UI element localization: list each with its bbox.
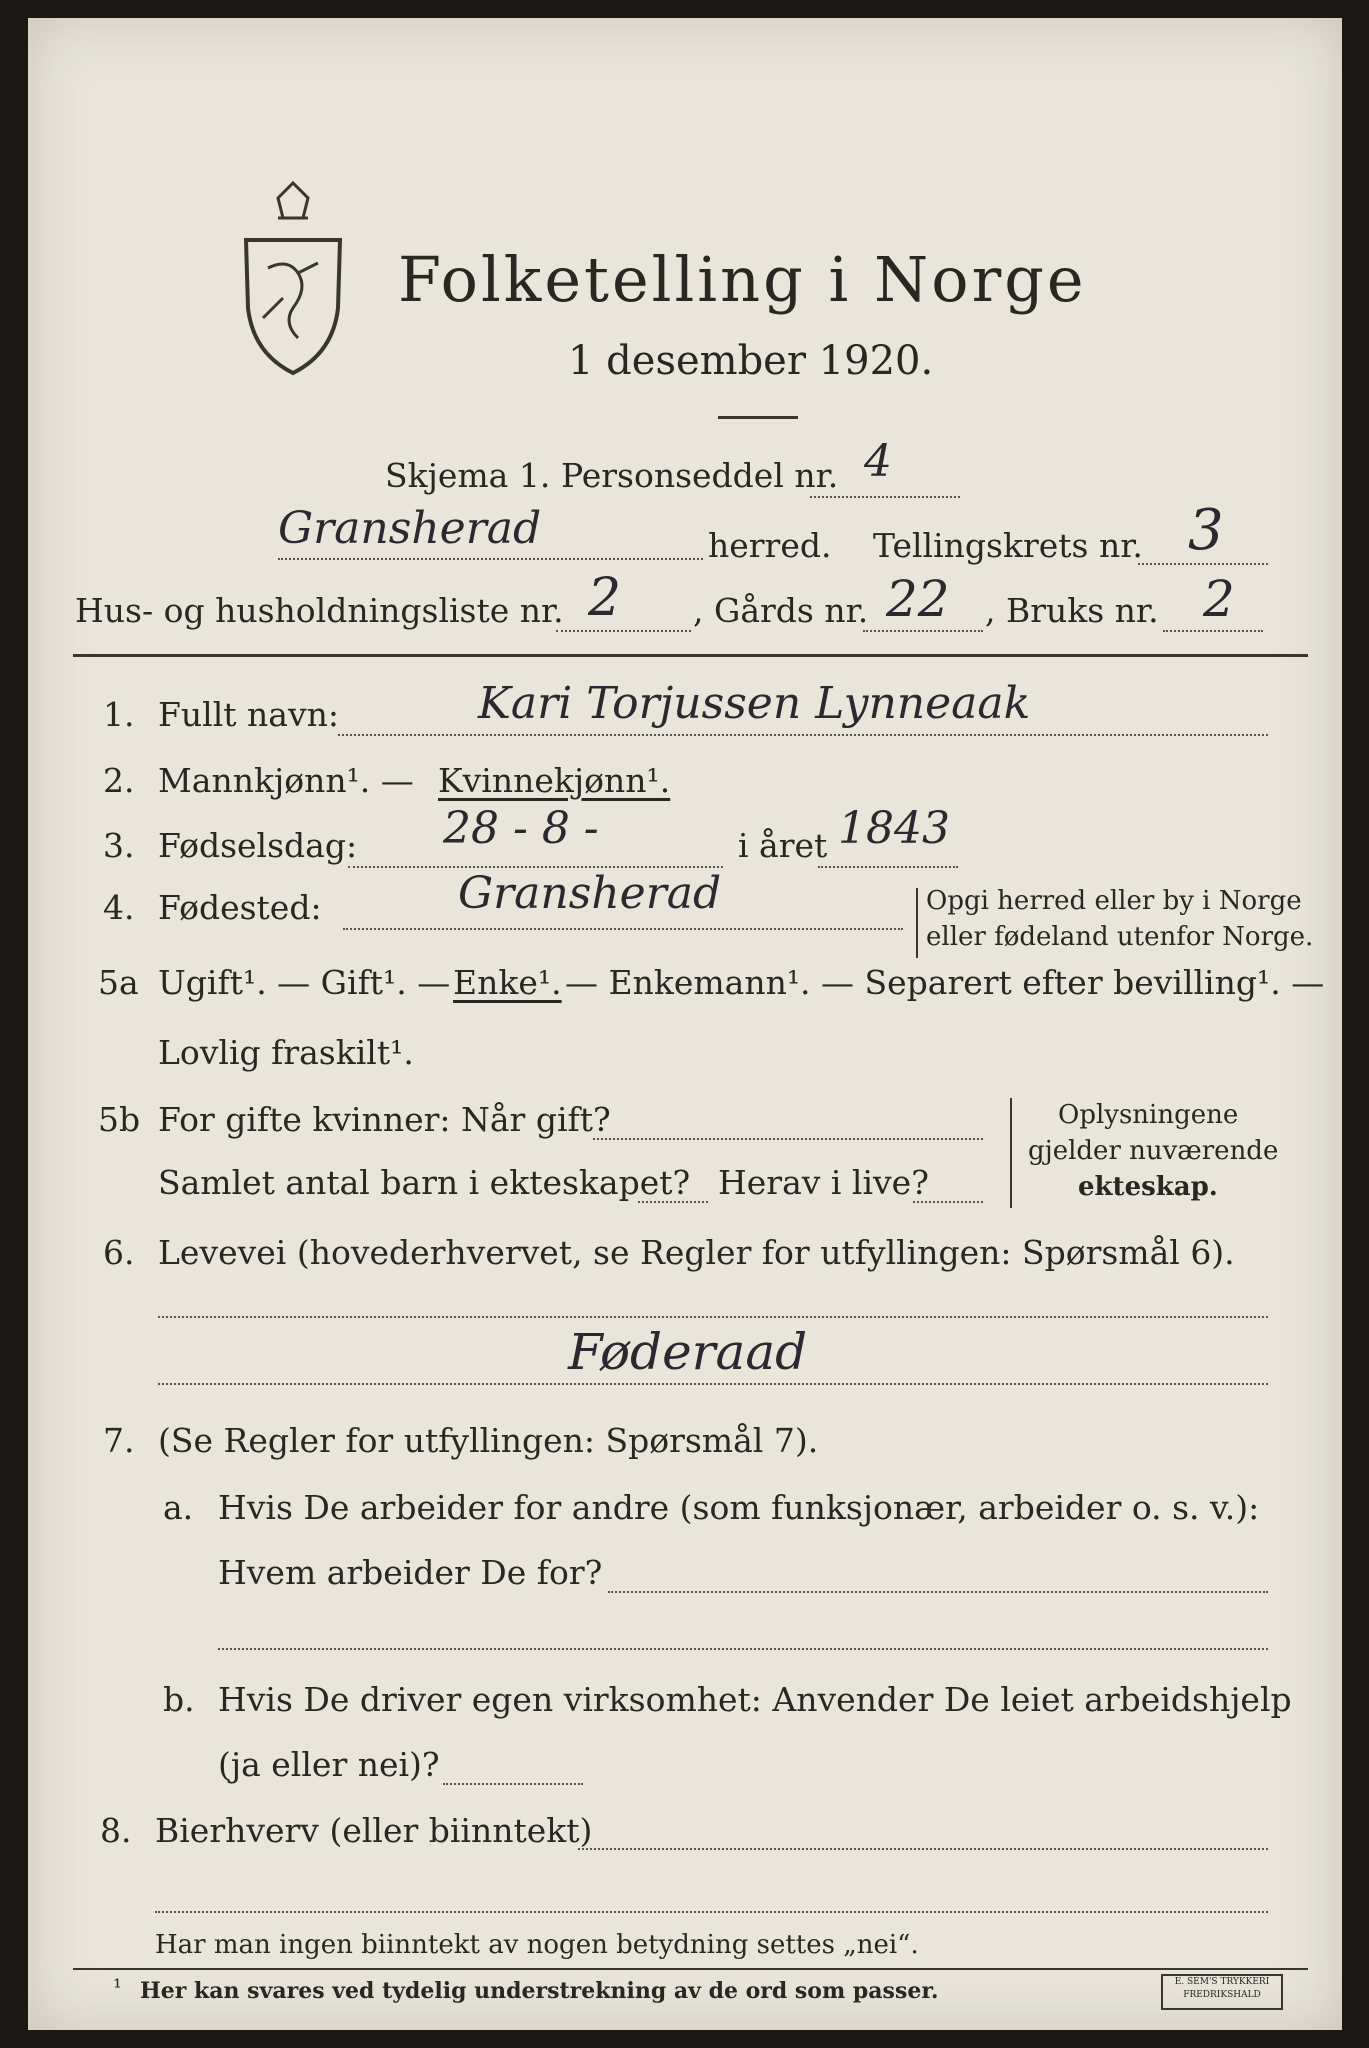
- footnote-marker: ¹: [113, 1976, 122, 2001]
- form-title: Folketelling i Norge: [398, 243, 1087, 316]
- herred-label: herred.: [708, 526, 832, 565]
- title-divider: [718, 416, 798, 419]
- q4-note-line1: Opgi herred eller by i Norge: [926, 886, 1302, 916]
- q6-number: 6.: [103, 1233, 135, 1272]
- q3-year-label: i året: [738, 826, 828, 865]
- q7a-line2[interactable]: [218, 1648, 1268, 1650]
- q5a-option-fraskilt[interactable]: Lovlig fraskilt¹.: [158, 1033, 414, 1072]
- q5b-number: 5b: [98, 1100, 141, 1139]
- bruks-label: , Bruks nr.: [985, 591, 1159, 630]
- q3-birth-year[interactable]: 1843: [838, 803, 950, 854]
- personseddel-label: Personseddel nr.: [561, 456, 839, 495]
- q4-line: [343, 928, 903, 930]
- q7-label: (Se Regler for utfyllingen: Spørsmål 7).: [158, 1421, 819, 1460]
- tellingskrets-label: Tellingskrets nr.: [873, 526, 1143, 565]
- q2-number: 2.: [103, 761, 135, 800]
- q5b-children-line: [638, 1201, 708, 1203]
- q5b-note-line1: Oplysningene: [1058, 1100, 1239, 1130]
- hus-label: Hus- og husholdningsliste nr.: [75, 591, 564, 630]
- q4-label: Fødested:: [158, 888, 322, 927]
- form-date: 1 desember 1920.: [568, 338, 934, 384]
- q7b-label2: (ja eller nei)?: [218, 1745, 440, 1784]
- herred-value[interactable]: Gransherad: [278, 503, 542, 554]
- hus-value[interactable]: 2: [588, 568, 622, 628]
- q6-line1: [158, 1316, 1268, 1318]
- personseddel-value[interactable]: 4: [864, 436, 892, 487]
- gards-line: [863, 630, 983, 632]
- gards-label: , Gårds nr.: [693, 591, 869, 630]
- q5a-number: 5a: [98, 963, 139, 1002]
- skjema-label: Skjema 1.: [385, 456, 551, 495]
- footer-note: Har man ingen biinntekt av nogen betydning settes „nei“.: [155, 1930, 919, 1960]
- q4-brace: [916, 888, 918, 958]
- q4-note-line2: eller fødeland utenfor Norge.: [926, 922, 1314, 952]
- q6-label: Levevei (hovederhvervet, se Regler for utfyllingen: Spørsmål 6).: [158, 1233, 1235, 1272]
- q7a-letter: a.: [163, 1488, 194, 1527]
- q6-line2: [158, 1383, 1268, 1385]
- q4-number: 4.: [103, 888, 135, 927]
- tellingskrets-value[interactable]: 3: [1188, 498, 1224, 563]
- q7-number: 7.: [103, 1421, 135, 1460]
- herred-line: [278, 558, 703, 560]
- q5a-options-a[interactable]: Ugift¹. — Gift¹. —: [158, 963, 451, 1002]
- header-rule: [73, 654, 1308, 657]
- footnote-text: Her kan svares ved tydelig understrekning av de ord som passer.: [140, 1978, 939, 2004]
- bruks-line: [1163, 630, 1263, 632]
- q5a-option-enke[interactable]: Enke¹.: [453, 963, 562, 1002]
- q3-birthdate[interactable]: 28 - 8 -: [443, 803, 599, 854]
- q8-line2[interactable]: [155, 1911, 1268, 1913]
- q5b-brace: [1010, 1098, 1012, 1208]
- q5b-married-line: [593, 1138, 983, 1140]
- q5b-label-children: Samlet antal barn i ekteskapet?: [158, 1163, 691, 1202]
- q1-number: 1.: [103, 695, 135, 734]
- coat-of-arms-icon: [238, 178, 348, 378]
- q7b-line[interactable]: [443, 1783, 583, 1785]
- q3-label: Fødselsdag:: [158, 826, 358, 865]
- footer-rule: [73, 1968, 1308, 1970]
- q7b-letter: b.: [163, 1680, 195, 1719]
- q2-option-female[interactable]: Kvinnekjønn¹.: [438, 761, 671, 800]
- q8-number: 8.: [100, 1811, 132, 1850]
- personseddel-line: [810, 496, 960, 498]
- q1-line: [338, 734, 1268, 736]
- q6-occupation[interactable]: Føderaad: [568, 1323, 808, 1381]
- printer-stamp: E. SEM'S TRYKKERI FREDRIKSHALD: [1161, 1974, 1283, 2010]
- bruks-value[interactable]: 2: [1203, 570, 1235, 628]
- q7b-label: Hvis De driver egen virksomhet: Anvender De leiet arbeidshjelp: [218, 1680, 1292, 1719]
- q7a-label2: Hvem arbeider De for?: [218, 1553, 603, 1592]
- q2-option-male[interactable]: Mannkjønn¹. —: [158, 761, 414, 800]
- q1-full-name[interactable]: Kari Torjussen Lynneaak: [478, 678, 1031, 729]
- q5b-label-alive: Herav i live?: [718, 1163, 929, 1202]
- q7a-line1[interactable]: [608, 1591, 1268, 1593]
- q8-line1[interactable]: [578, 1848, 1268, 1850]
- gards-value[interactable]: 22: [886, 570, 950, 628]
- q8-label: Bierhverv (eller biinntekt): [155, 1811, 593, 1850]
- q1-label: Fullt navn:: [158, 695, 339, 734]
- hus-line: [556, 630, 691, 632]
- q7a-label: Hvis De arbeider for andre (som funksjonær, arbeider o. s. v.):: [218, 1488, 1260, 1527]
- q5b-note-line2: gjelder nuværende: [1028, 1136, 1279, 1166]
- q5b-alive-line: [913, 1201, 983, 1203]
- census-form: [28, 18, 1342, 2030]
- q3-year-line: [818, 866, 958, 868]
- q5b-label-married: For gifte kvinner: Når gift?: [158, 1100, 611, 1139]
- q5a-options-c[interactable]: — Enkemann¹. — Separert efter bevilling¹. —: [565, 963, 1325, 1002]
- q5b-note-line3: ekteskap.: [1078, 1172, 1218, 1202]
- q3-number: 3.: [103, 826, 135, 865]
- tellingskrets-line: [1138, 563, 1268, 565]
- q4-birthplace[interactable]: Gransherad: [458, 868, 722, 919]
